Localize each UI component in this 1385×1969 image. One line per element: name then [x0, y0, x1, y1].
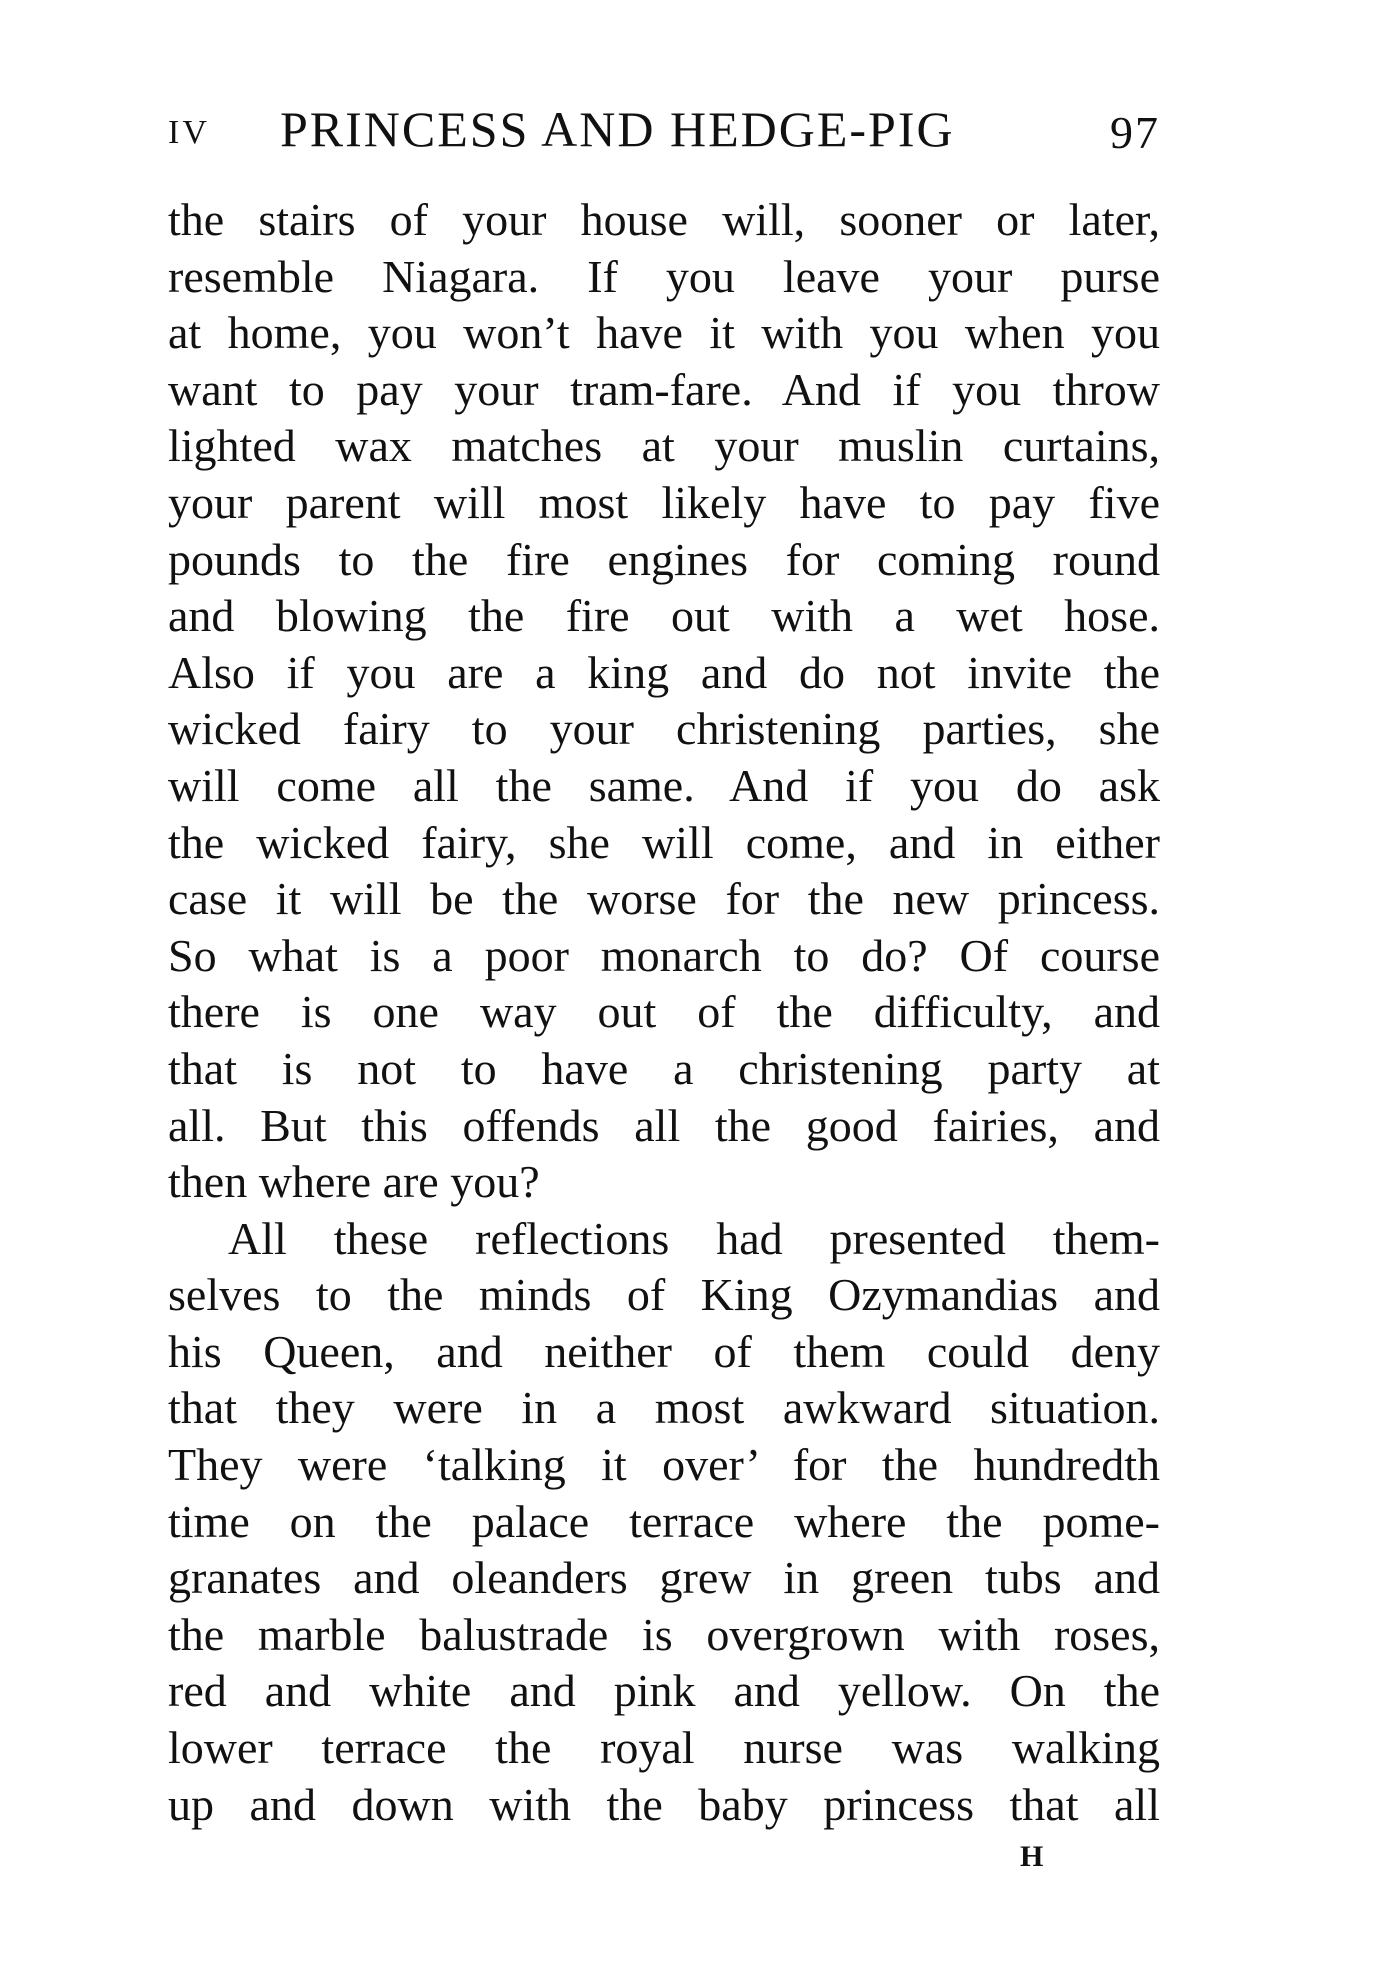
text-line: all. But this offends all the good fairies, and [168, 1099, 1160, 1151]
chapter-number: IV [168, 114, 210, 151]
text-line: They were ‘talking it over’ for the hundredth [168, 1439, 1160, 1491]
text-line: there is one way out of the difficulty, and [168, 986, 1160, 1038]
text-line: and blowing the fire out with a wet hose. [168, 590, 1160, 642]
text-line: up and down with the baby princess that all [168, 1778, 1160, 1830]
text-line: case it will be the worse for the new princess. [168, 873, 1160, 925]
body-text [168, 192, 1160, 1833]
text-line: will come all the same. And if you do ask [168, 759, 1160, 811]
text-line: time on the palace terrace where the pome- [168, 1495, 1160, 1547]
text-line: that is not to have a christening party at [168, 1042, 1160, 1094]
text-line: the stairs of your house will, sooner or later, [168, 194, 1160, 245]
text-line: wicked fairy to your christening parties, she [168, 703, 1160, 755]
text-line: your parent will most likely have to pay five [168, 476, 1160, 528]
text-line: that they were in a most awkward situation. [168, 1382, 1160, 1434]
text-line: lower terrace the royal nurse was walking [168, 1722, 1160, 1774]
text-line: red and white and pink and yellow. On the [168, 1665, 1160, 1717]
text-line: resemble Niagara. If you leave your purse [168, 250, 1160, 302]
text-line: at home, you won’t have it with you when you [168, 307, 1160, 359]
text-line: lighted wax matches at your muslin curtains, [168, 420, 1160, 472]
paragraph-last-line: then where are you? [168, 1156, 540, 1208]
page-number: 97 [1110, 107, 1160, 158]
signature-mark: H [1020, 1840, 1045, 1873]
text-line: the marble balustrade is overgrown with roses, [168, 1608, 1160, 1660]
text-line: the wicked fairy, she will come, and in either [168, 816, 1160, 868]
text-line: pounds to the fire engines for coming round [168, 533, 1160, 585]
text-line: Also if you are a king and do not invite the [168, 646, 1160, 698]
text-line: So what is a poor monarch to do? Of course [168, 929, 1160, 981]
text-line: selves to the minds of King Ozymandias and [168, 1269, 1160, 1321]
running-title: PRINCESS AND HEDGE-PIG [280, 101, 955, 157]
text-line: want to pay your tram-fare. And if you throw [168, 363, 1160, 415]
text-line: his Queen, and neither of them could deny [168, 1325, 1160, 1377]
paragraph-first-line: All these reflections had presented them- [228, 1212, 1160, 1264]
running-head [168, 100, 1160, 160]
text-line: granates and oleanders grew in green tubs and [168, 1552, 1160, 1604]
